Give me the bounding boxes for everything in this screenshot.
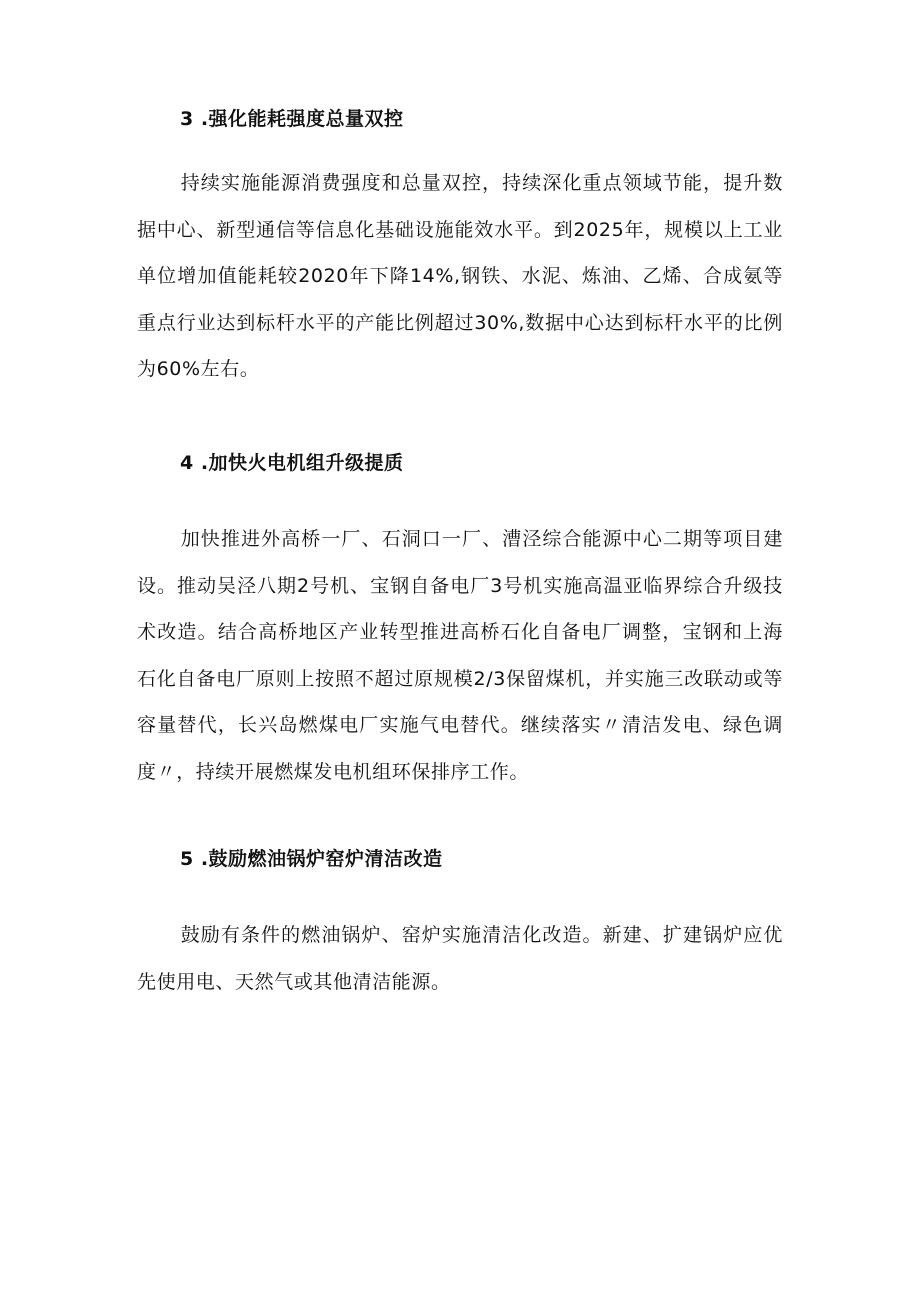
section-paragraph-boiler-clean-retrofit: 鼓励有条件的燃油锅炉、窑炉实施清洁化改造。新建、扩建锅炉应优先使用电、天然气或其他清洁能源。	[137, 924, 783, 993]
section-paragraph-energy-control: 持续实施能源消费强度和总量双控，持续深化重点领域节能，提升数据中心、新型通信等信息化基础设施能效水平。到2025年，规模以上工业单位增加值能耗较2020年下降14%,钢铁、水泥、炼油、乙烯、合成氨等重点行业达到标杆水平的产能比例超过30%,数据中心达到标杆水平的比例为60%左右。	[137, 172, 783, 380]
section-heading-boiler-clean-retrofit: 5 .鼓励燃油锅炉窑炉清洁改造	[180, 848, 443, 870]
section-heading-energy-control: 3 .强化能耗强度总量双控	[180, 108, 404, 130]
section-paragraph-thermal-power-upgrade: 加快推进外高桥一厂、石洞口一厂、漕泾综合能源中心二期等项目建设。推动吴泾八期2号机、宝钢自备电厂3号机实施高温亚临界综合升级技术改造。结合高桥地区产业转型推进高桥石化自备电厂调整，宝钢和上海石化自备电厂原则上按照不超过原规模2/3保留煤机，并实施三改联动或等容量替代，长兴岛燃煤电厂实施气电替代。继续落实〃清洁发电、绿色调度〃，持续开展燃煤发电机组环保排序工作。	[137, 528, 783, 783]
section-heading-thermal-power-upgrade: 4 .加快火电机组升级提质	[180, 452, 404, 474]
